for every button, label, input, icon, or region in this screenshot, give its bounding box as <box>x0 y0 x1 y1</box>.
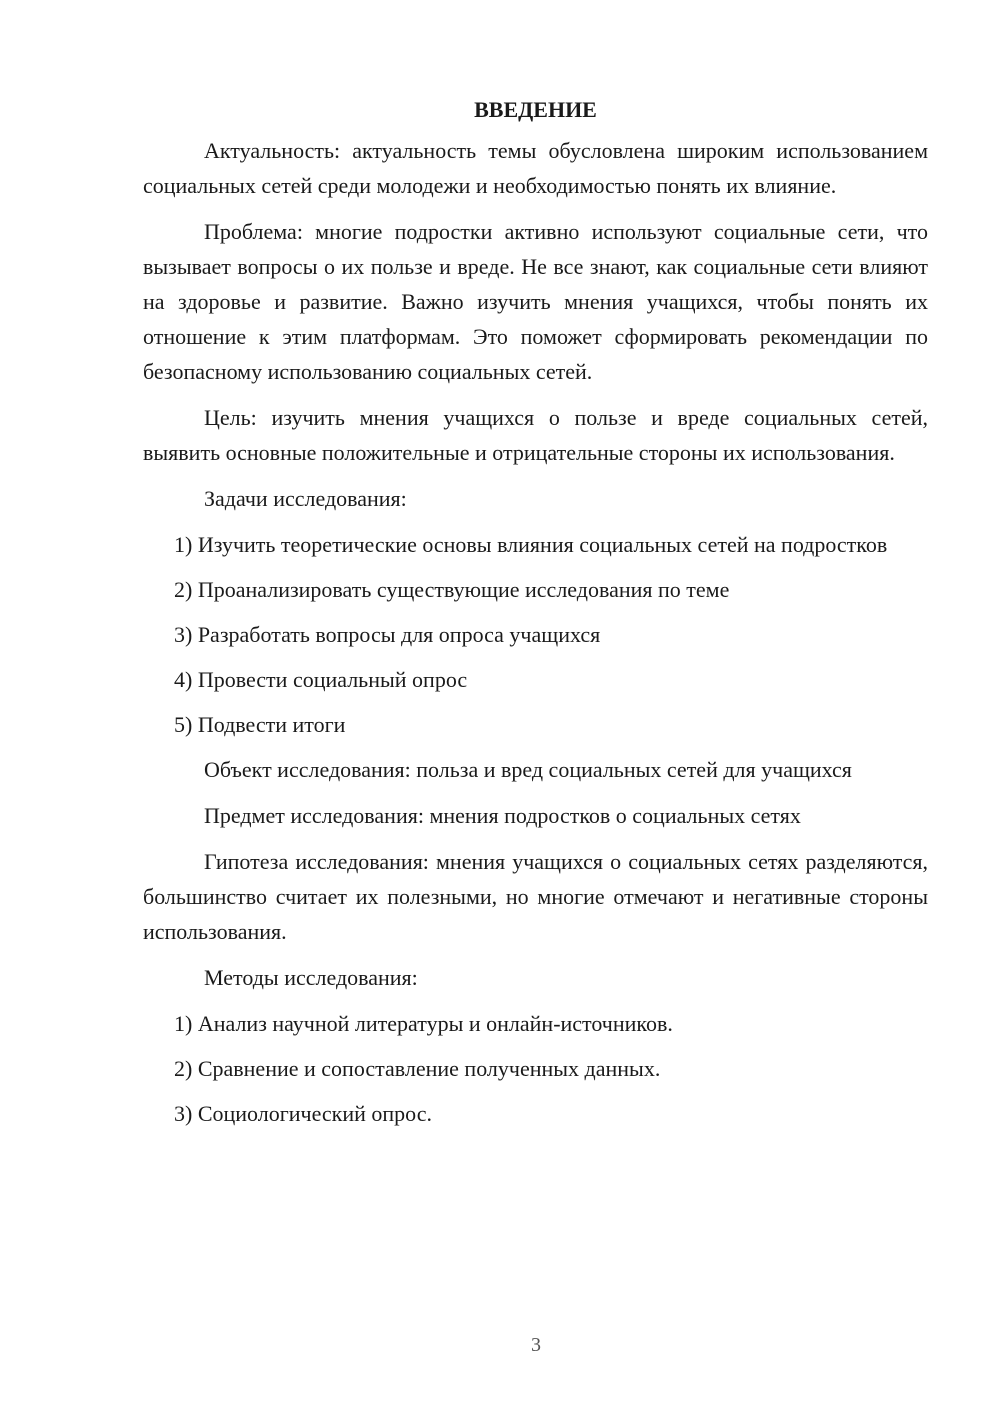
page-number: 3 <box>531 1334 541 1356</box>
relevance-paragraph: Актуальность: актуальность темы обусловлена широким использованием социальных сетей среди молодежи и необходимостью понять их влияние. <box>143 138 928 198</box>
method-item-1: 1) Анализ научной литературы и онлайн-источников. <box>174 1011 673 1036</box>
task-item-5: 5) Подвести итоги <box>174 712 346 737</box>
tasks-heading: Задачи исследования: <box>204 486 407 511</box>
object-paragraph: Объект исследования: польза и вред социальных сетей для учащихся <box>204 757 852 782</box>
page-content <box>143 92 928 1141</box>
task-item-3: 3) Разработать вопросы для опроса учащихся <box>174 622 601 647</box>
method-item-2: 2) Сравнение и сопоставление полученных данных. <box>174 1056 661 1081</box>
methods-heading: Методы исследования: <box>204 965 418 990</box>
problem-paragraph: Проблема: многие подростки активно используют социальные сети, что вызывает вопросы о их пользе и вреде. Не все знают, как социальные сети влияют на здоровье и развитие. Важно изучить мнения учащихся, чтобы понять их отношение к этим платформам. Это поможет сформировать рекомендации по безопасному использованию социальных сетей. <box>143 219 928 384</box>
task-item-2: 2) Проанализировать существующие исследования по теме <box>174 577 730 602</box>
section-title: ВВЕДЕНИЕ <box>474 97 597 122</box>
subject-paragraph: Предмет исследования: мнения подростков о социальных сетях <box>204 803 801 828</box>
method-item-3: 3) Социологический опрос. <box>174 1101 432 1126</box>
task-item-4: 4) Провести социальный опрос <box>174 667 468 692</box>
hypothesis-paragraph: Гипотеза исследования: мнения учащихся о социальных сетях разделяются, большинство считает их полезными, но многие отмечают и негативные стороны использования. <box>143 849 928 944</box>
goal-paragraph: Цель: изучить мнения учащихся о пользе и вреде социальных сетей, выявить основные положительные и отрицательные стороны их использования. <box>143 405 928 465</box>
task-item-1: 1) Изучить теоретические основы влияния социальных сетей на подростков <box>174 532 888 557</box>
